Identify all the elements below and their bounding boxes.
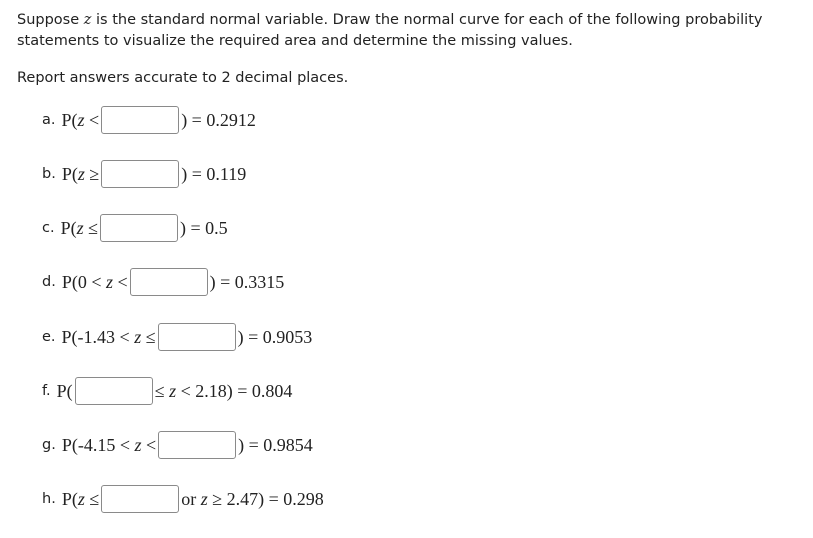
answer-f-input[interactable] (75, 377, 153, 405)
question-b-suffix: ) = 0.119 (181, 163, 247, 184)
question-b-prefix: P(z ≥ (61, 163, 100, 184)
question-h-label: h. (42, 491, 56, 507)
question-e-suffix: ) = 0.9053 (237, 326, 313, 347)
question-a-suffix: ) = 0.2912 (181, 109, 256, 130)
question-h-suffix: or z ≥ 2.47) = 0.298 (181, 488, 324, 509)
question-d-label: d. (42, 274, 56, 290)
instructions-part1: Suppose (17, 12, 84, 28)
question-e-prefix: P(-1.43 < z ≤ (61, 326, 156, 347)
question-a (42, 105, 256, 135)
answer-h-input[interactable] (101, 485, 179, 513)
question-g (42, 430, 313, 460)
question-e-label: e. (42, 329, 56, 345)
question-g-suffix: ) = 0.9854 (238, 434, 313, 455)
question-h-prefix: P(z ≤ (61, 488, 100, 509)
question-g-prefix: P(-4.15 < z < (61, 434, 157, 455)
question-d-suffix: ) = 0.3315 (209, 271, 285, 292)
question-c (42, 213, 228, 243)
question-d-prefix: P(0 < z < (61, 271, 128, 292)
answer-g-input[interactable] (158, 431, 236, 459)
question-c-suffix: ) = 0.5 (180, 217, 228, 238)
answer-b-input[interactable] (101, 160, 179, 188)
question-e (42, 322, 312, 352)
question-a-prefix: P(z < (61, 109, 100, 130)
instructions-text (17, 10, 797, 52)
instructions-part2: is the standard normal variable. Draw the normal curve for each of the following probability statements to visualize the required area and determine the missing values. (17, 12, 763, 49)
question-b-label: b. (42, 166, 56, 182)
answer-e-input[interactable] (158, 323, 236, 351)
question-f-suffix: ≤ z < 2.18) = 0.804 (154, 380, 293, 401)
report-instruction: Report answers accurate to 2 decimal places. (17, 70, 349, 86)
question-a-label: a. (42, 112, 56, 128)
question-f-prefix: P( (56, 380, 73, 401)
question-c-label: c. (42, 220, 55, 236)
question-f (42, 376, 292, 406)
answer-d-input[interactable] (130, 268, 208, 296)
question-d (42, 267, 284, 297)
instructions-variable: z (83, 12, 92, 28)
answer-c-input[interactable] (100, 214, 178, 242)
answer-a-input[interactable] (101, 106, 179, 134)
question-b (42, 159, 246, 189)
question-g-label: g. (42, 437, 56, 453)
question-c-prefix: P(z ≤ (60, 217, 99, 238)
question-f-label: f. (42, 383, 51, 399)
question-h (42, 484, 324, 514)
